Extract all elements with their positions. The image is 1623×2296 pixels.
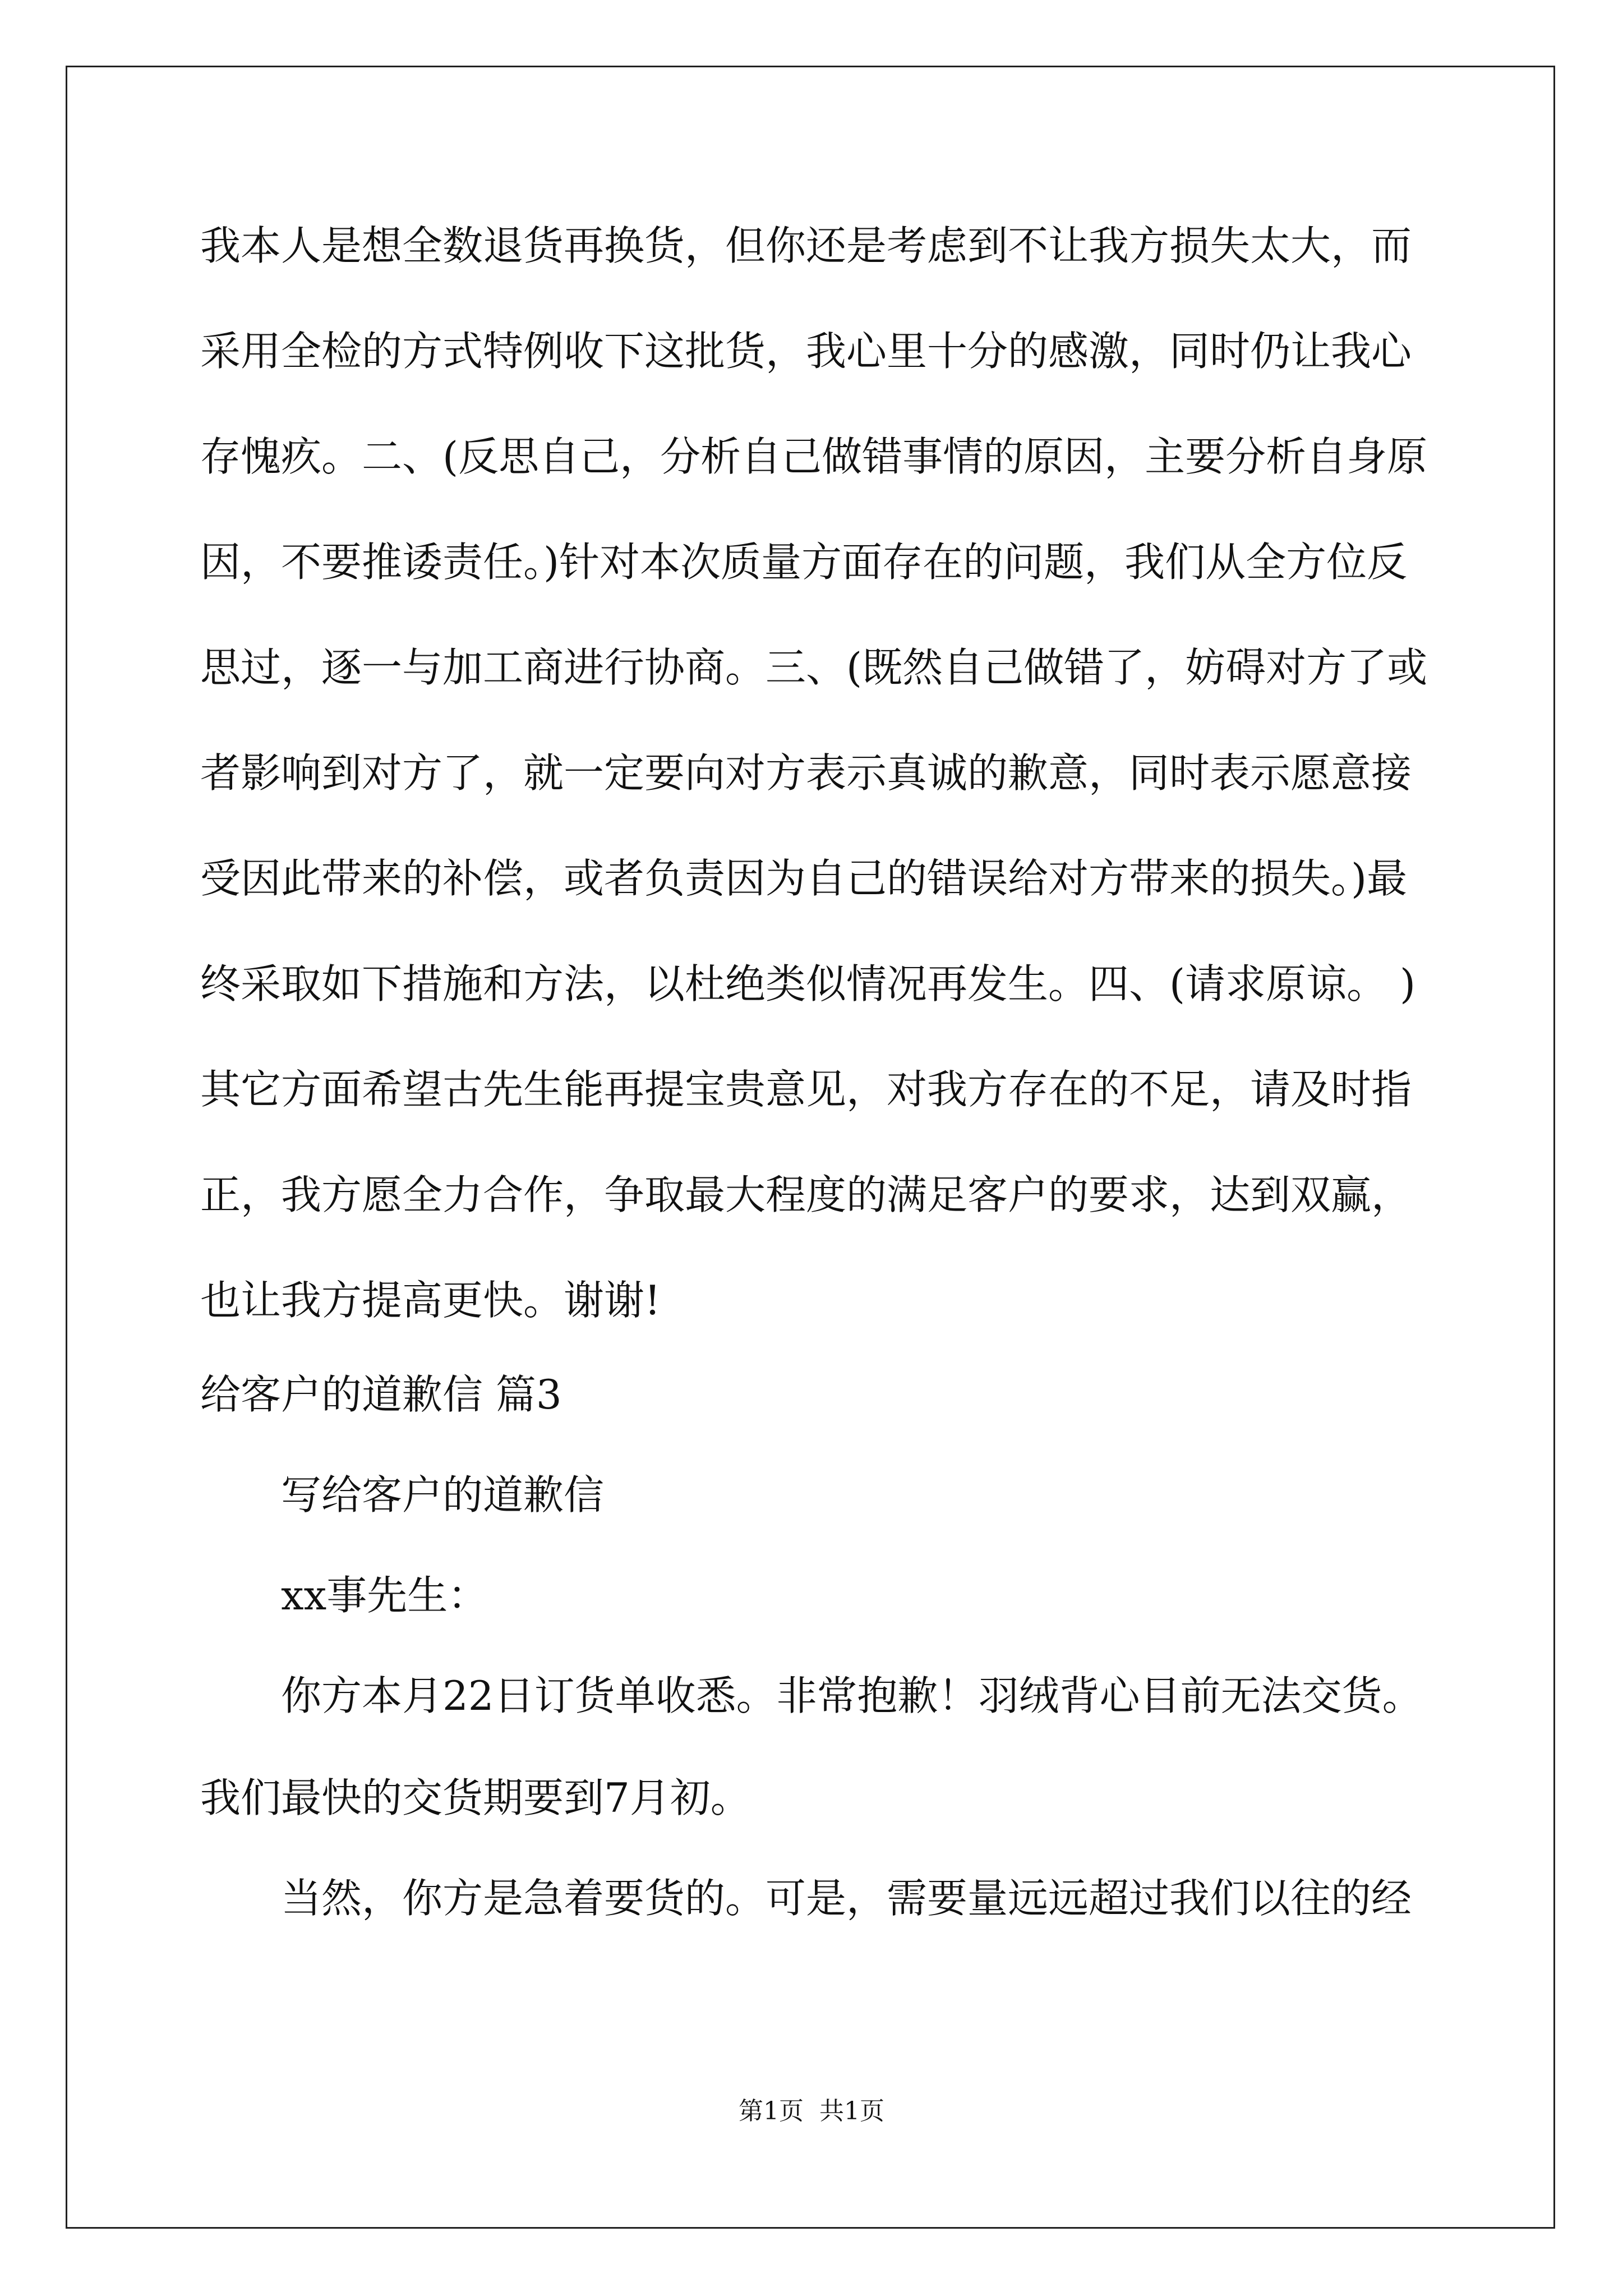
text-line: 我本人是想全数退货再换货，但你还是考虑到不让我方损失太大，而 bbox=[200, 222, 1412, 269]
text-line: 思过，逐一与加工商进行协商。三、(既然自己做错了，妨碍对方了或 bbox=[200, 644, 1428, 691]
text-line: 存愧疚。二、(反思自己，分析自己做错事情的原因，主要分析自身原 bbox=[200, 433, 1428, 480]
text-line: 者影响到对方了，就一定要向对方表示真诚的歉意，同时表示愿意接 bbox=[200, 749, 1412, 797]
page-footer: 第1页 共1页 bbox=[739, 2097, 884, 2125]
text-line: 采用全检的方式特例收下这批货，我心里十分的感激，同时仍让我心 bbox=[200, 328, 1412, 375]
body-paragraph-line: 你方本月22日订货单收悉。非常抱歉！羽绒背心目前无法交货。 bbox=[281, 1672, 1423, 1719]
text-line: 终采取如下措施和方法，以杜绝类似情况再发生。四、(请求原谅。 ) bbox=[200, 960, 1416, 1007]
text-line: 正，我方愿全力合作，争取最大程度的满足客户的要求，达到双赢， bbox=[200, 1171, 1412, 1218]
text-line: 其它方面希望古先生能再提宝贵意见，对我方存在的不足，请及时指 bbox=[200, 1066, 1412, 1113]
text-line: 受因此带来的补偿，或者负责因为自己的错误给对方带来的损失。)最 bbox=[200, 855, 1408, 902]
section-heading: 给客户的道歉信 篇3 bbox=[200, 1371, 562, 1418]
text-line: 也让我方提高更快。谢谢! bbox=[200, 1277, 661, 1324]
letter-title: 写给客户的道歉信 bbox=[281, 1471, 605, 1519]
text-line: 因，不要推诿责任。)针对本次质量方面存在的问题，我们从全方位反 bbox=[200, 539, 1408, 586]
salutation: xx事先生： bbox=[281, 1572, 488, 1619]
body-paragraph-line: 我们最快的交货期要到7月初。 bbox=[200, 1774, 751, 1821]
body-paragraph-line: 当然，你方是急着要货的。可是，需要量远远超过我们以往的经 bbox=[281, 1875, 1412, 1922]
